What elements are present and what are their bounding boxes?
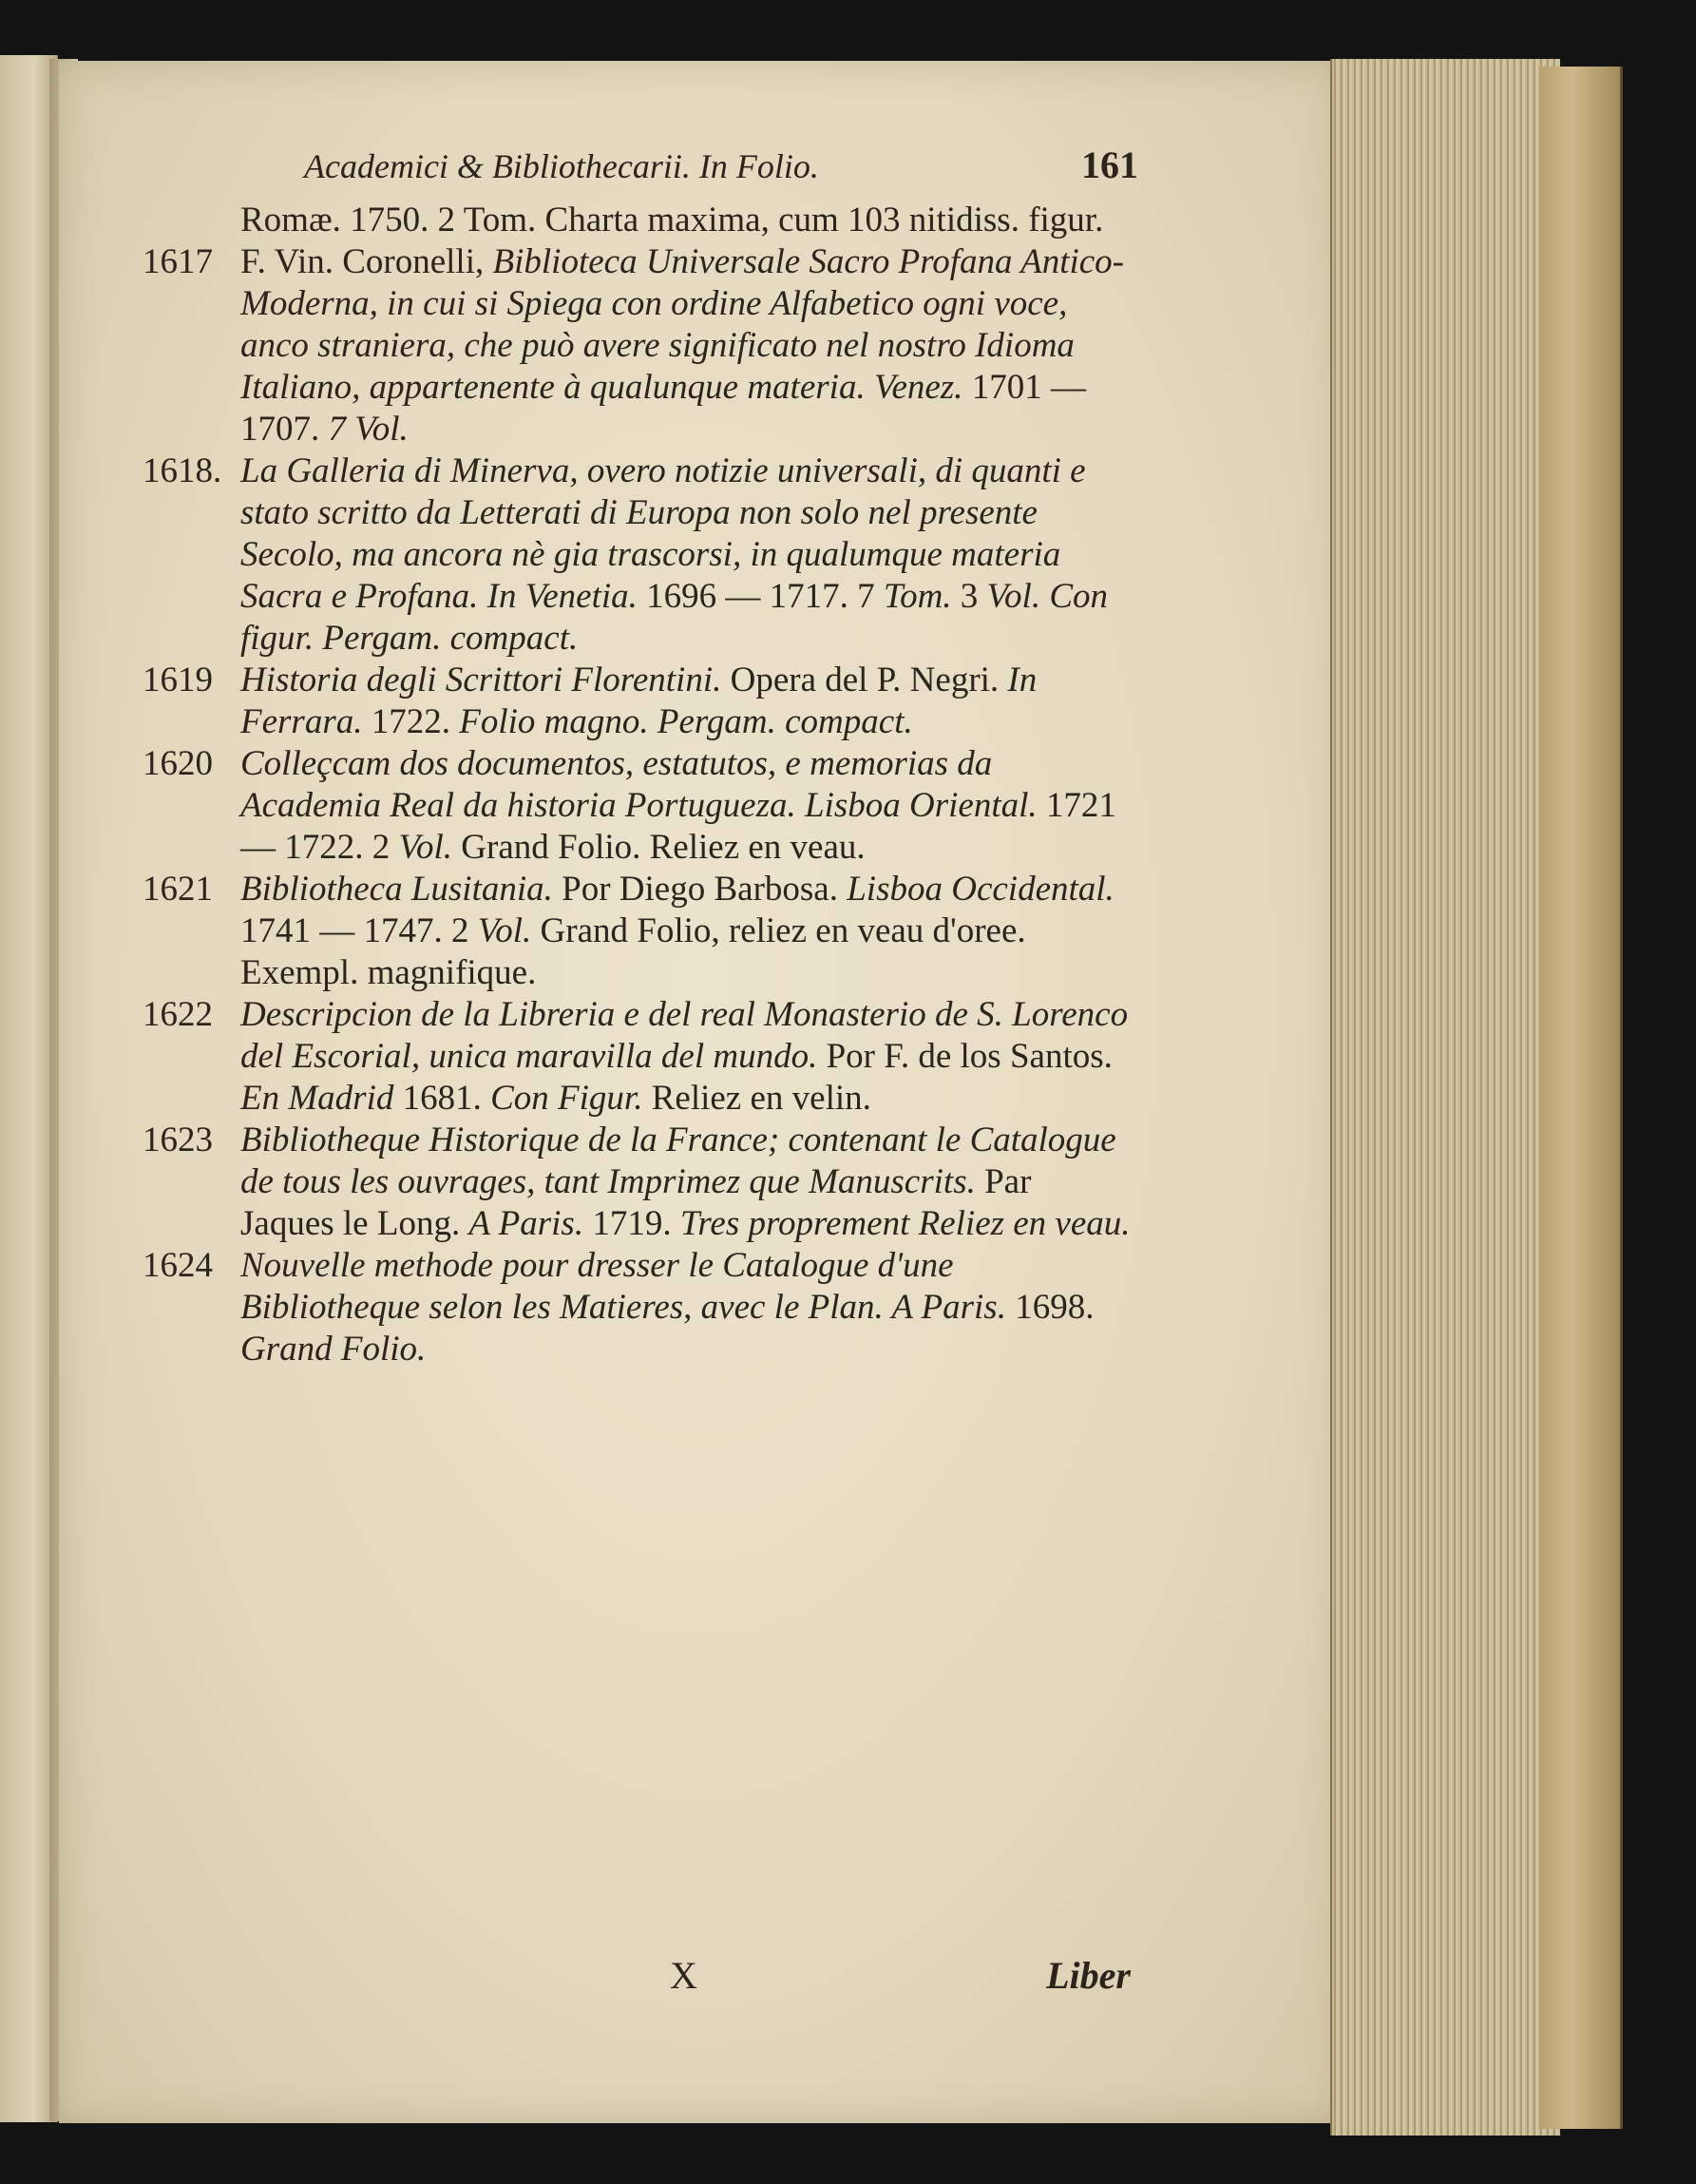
- entry-number: 1622: [143, 995, 213, 1034]
- entry-text-roman: F. Vin. Coronelli,: [240, 242, 493, 281]
- entry-text-roman: Reliez en velin.: [642, 1079, 871, 1118]
- entry-body: [240, 241, 1131, 450]
- entry-text-roman: Opera del P. Negri.: [721, 661, 1008, 699]
- entry-number: 1618.: [143, 451, 222, 490]
- catalogue-entry: [143, 994, 1131, 1120]
- entry-text-italic: Tres proprement Reliez en veau.: [679, 1204, 1131, 1243]
- running-head: [143, 143, 1138, 200]
- entry-body: [240, 994, 1131, 1120]
- entry-text-roman: 1698.: [1005, 1288, 1095, 1327]
- entry-text-italic: La Galleria di Minerva, overo notizie universali, di quanti e stato scritto da Letterati di Europa non solo nel presente Secolo, ma ancora nè gia trascorsi, in qualumque materia Sacra e Profana. In Venetia.: [240, 451, 1086, 616]
- catalogue-entry: [143, 743, 1131, 869]
- catchword: Liber: [1046, 1954, 1131, 1997]
- continuation-entry: [143, 200, 1131, 241]
- entry-number: 1619: [143, 661, 213, 699]
- text-block: [143, 143, 1138, 1370]
- entry-text-italic: A Paris.: [468, 1204, 584, 1243]
- entry-text-roman: Por F. de los Santos.: [817, 1037, 1113, 1076]
- entry-text-roman: Por Diego Barbosa.: [552, 870, 848, 909]
- entry-text-roman: 3: [951, 577, 987, 616]
- entry-text-italic: Biblioteca Universale Sacro Profana Antico-Moderna, in cui si Spiega con ordine Alfabetico ogni voce, anco straniera, che può avere significato nel nostro Idioma Italiano, appartenente à qualunque materia. Venez.: [240, 242, 1125, 407]
- entry-text-italic: Vol.: [477, 911, 532, 950]
- entry-body: [240, 450, 1131, 660]
- catalogue-entry: [143, 869, 1131, 994]
- catalogue-entry: [143, 1120, 1131, 1245]
- entry-text-italic: Grand Folio.: [240, 1330, 427, 1369]
- entry-text-roman: 1681.: [393, 1079, 491, 1118]
- entry-text-roman: 1721 — 1722. 2: [240, 786, 1116, 867]
- entry-text-italic: Vol.: [398, 828, 453, 867]
- entry-text-italic: Tom.: [883, 577, 952, 616]
- entry-text-italic: Descripcion de la Libreria e del real Monasterio de S. Lorenco del Escorial, unica maravilla del mundo.: [240, 995, 1129, 1076]
- entry-text-roman: Par Jaques le Long.: [240, 1162, 1032, 1243]
- entry-body: [240, 1245, 1131, 1370]
- entry-number: 1624: [143, 1246, 213, 1285]
- entry-body: [240, 660, 1131, 743]
- page-number: 161: [1081, 144, 1138, 186]
- entry-text-italic: Bibliotheca Lusitania.: [240, 870, 553, 909]
- entry-text-italic: Folio magno. Pergam. compact.: [459, 702, 913, 741]
- entry-number: 1621: [143, 870, 213, 909]
- entry-body: [240, 869, 1131, 994]
- entry-text-italic: Con Figur.: [490, 1079, 643, 1118]
- entry-body: [240, 1120, 1131, 1245]
- page-edges: [1330, 59, 1560, 2136]
- entry-text-italic: Nouvelle methode pour dresser le Catalogue d'une Bibliotheque selon les Matieres, avec le Plan. A Paris.: [240, 1246, 1006, 1327]
- running-head-title: Academici & Bibliothecarii. In Folio.: [304, 147, 819, 185]
- entry-text-italic: 7 Vol.: [328, 410, 409, 449]
- entry-text-italic: Historia degli Scrittori Florentini.: [240, 661, 722, 699]
- entry-text-roman: 1696 — 1717. 7: [637, 577, 884, 616]
- entry-text-roman: 1741 — 1747. 2: [240, 911, 478, 950]
- entry-number: 1617: [143, 242, 213, 281]
- entry-text-italic: Colleçcam dos documentos, estatutos, e memorias da Academia Real da historia Portugueza. Lisboa Oriental.: [240, 744, 1038, 825]
- catalogue-entry: [143, 660, 1131, 743]
- catalogue-entry: [143, 450, 1131, 660]
- catalogue-entries: [143, 241, 1131, 1370]
- entry-text-italic: En Madrid: [240, 1079, 394, 1118]
- entry-text-roman: 1719.: [583, 1204, 680, 1243]
- entry-body: [240, 743, 1131, 869]
- entry-text-roman: Grand Folio. Reliez en veau.: [452, 828, 866, 867]
- catalogue-entry: [143, 1245, 1131, 1370]
- entry-body: Romæ. 1750. 2 Tom. Charta maxima, cum 103 nitidiss. figur.: [240, 201, 1104, 239]
- entry-number: 1620: [143, 744, 213, 783]
- page-footer: [143, 1953, 1131, 2001]
- entry-text-roman: 1722.: [362, 702, 460, 741]
- entry-text-italic: Lisboa Occidental.: [847, 870, 1115, 909]
- entry-text-roman: 1701 — 1707.: [240, 368, 1086, 449]
- entry-text-italic: In Ferrara.: [240, 661, 1038, 741]
- entry-text-italic: Vol. Con figur. Pergam. compact.: [240, 577, 1109, 658]
- entry-number: 1623: [143, 1121, 213, 1159]
- entry-text-italic: Bibliotheque Historique de la France; contenant le Catalogue de tous les ouvrages, tant Imprimez que Manuscrits.: [240, 1121, 1116, 1201]
- signature-mark: X: [670, 1954, 697, 1997]
- book-cover-edge: [1539, 67, 1623, 2129]
- entry-text-roman: Grand Folio, reliez en veau d'oree. Exempl. magnifique.: [240, 911, 1026, 992]
- catalogue-entry: [143, 241, 1131, 450]
